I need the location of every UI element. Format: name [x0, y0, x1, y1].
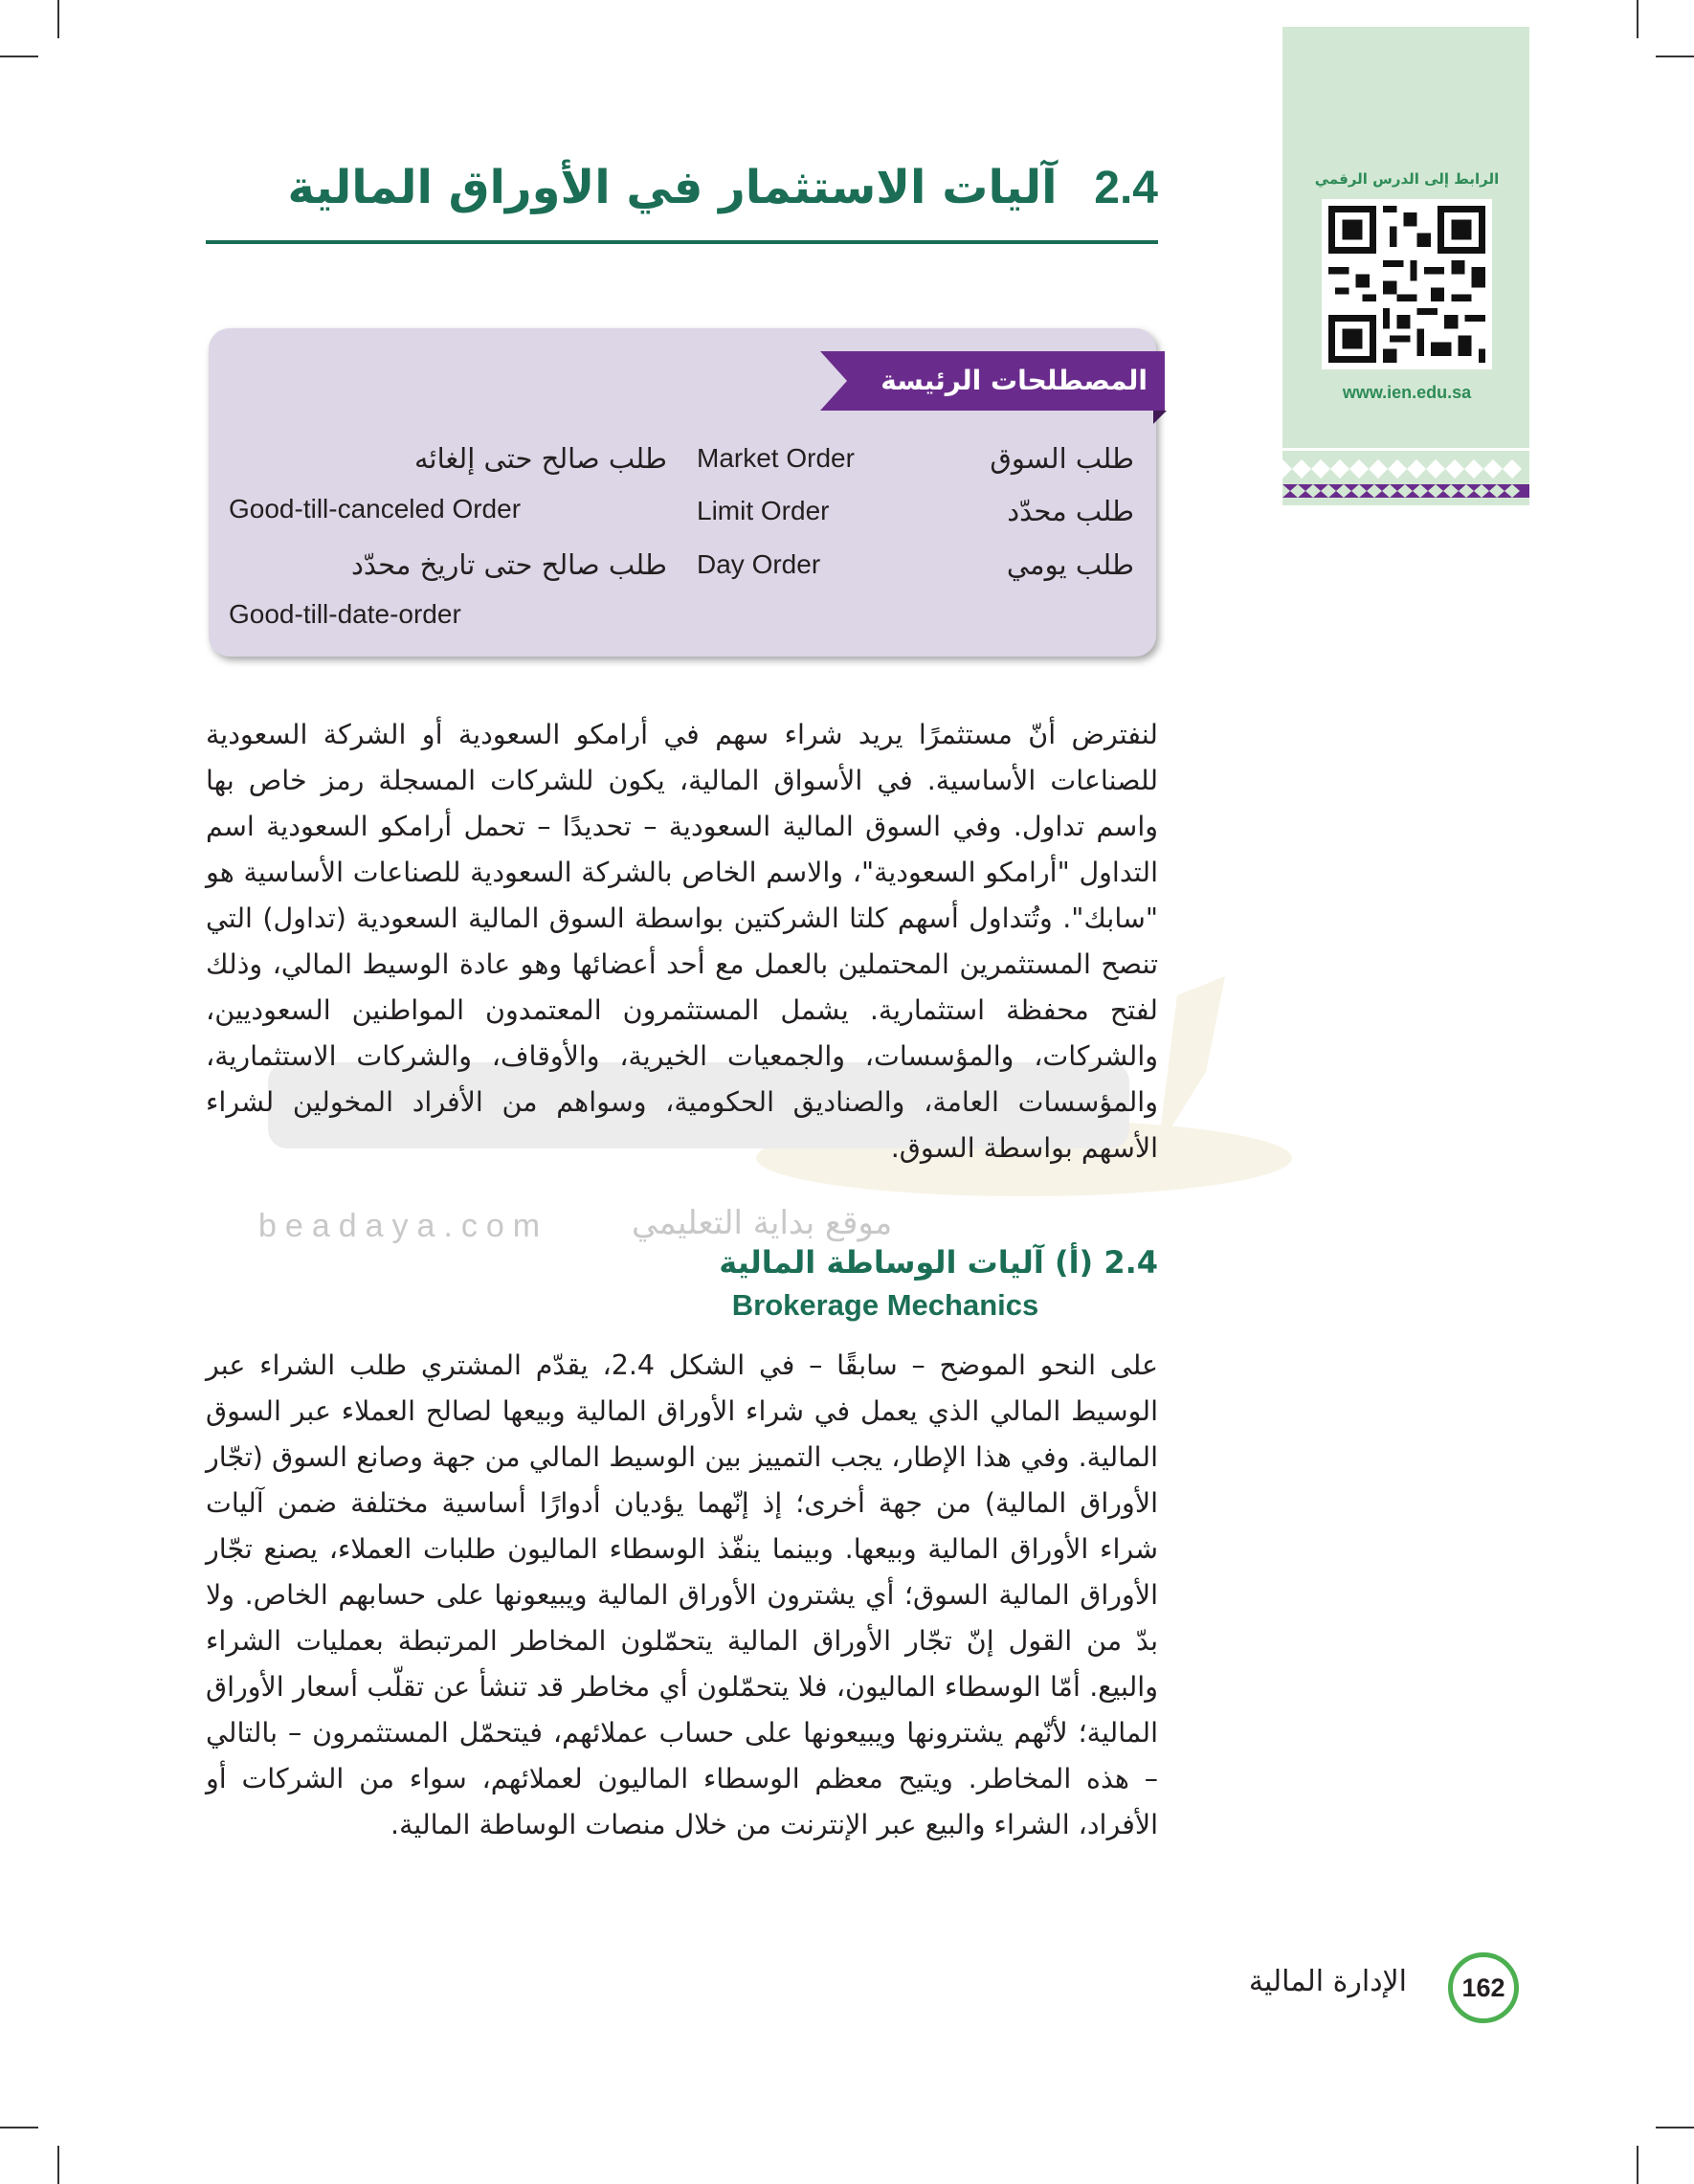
crop-mark	[0, 56, 38, 57]
subsection-heading	[206, 1244, 1158, 1281]
section-number: 2.4	[1094, 163, 1158, 213]
crop-mark	[57, 0, 59, 38]
term-ar: طلب صالح حتى تاريخ محدّد	[351, 548, 667, 581]
subsection-title-en: Brokerage Mechanics	[731, 1288, 1039, 1322]
key-terms-heading: المصطلحات الرئيسة	[847, 351, 1165, 411]
lesson-url-link[interactable]: www.ien.edu.sa	[1342, 383, 1472, 402]
decorative-band	[1282, 440, 1529, 498]
title-underline	[206, 240, 1158, 244]
watermark-url: beadaya.com	[258, 1208, 549, 1244]
brokerage-paragraph: على النحو الموضح – سابقًا – في الشكل 2.4، يقدّم المشتري طلب الشراء عبر الوسيط المالي الذي يعمل في شراء الأوراق المالية وبيعها لصالح العملاء عبر السوق المالية. وفي هذا الإطار، يجب التمييز بين الوسيط المالي من جهة وصانع السوق (تجّار الأوراق المالية) من جهة أخرى؛ إذ إنّهما يؤديان أدوارًا أساسية مختلفة ضمن آليات شراء الأوراق المالية وبيعها. وبينما ينفّذ الوسطاء الماليون طلبات العملاء، يصنع تجّار الأوراق المالية السوق؛ أي يشترون الأوراق المالية ويبيعونها على حسابهم الخاص. ولا بدّ من القول إنّ تجّار الأوراق المالية يتحمّلون المخاطر المرتبطة بعمليات الشراء والبيع. أمّا الوسطاء الماليون، فلا يتحمّلون أي مخاطر قد تنشأ عن تقلّب أسعار الأوراق المالية؛ لأنّهم يشترونها ويبيعونها على حساب عملائهم، فيتحمّل المستثمرون – بالتالي – هذه المخاطر. ويتيح معظم الوسطاء الماليون لعملائهم، سواء من الشركات أو الأفراد، الشراء والبيع عبر الإنترنت من خلال منصات الوساطة المالية.	[206, 1349, 1159, 1840]
crop-mark	[1637, 0, 1638, 38]
crop-mark	[0, 2127, 38, 2128]
term-ar: طلب صالح حتى إلغائه	[413, 442, 667, 475]
term-en: Market Order	[697, 443, 855, 473]
page-number: 162	[1448, 1952, 1519, 2023]
term-en: Good-till-date-order	[229, 599, 461, 629]
section-title: آليات الاستثمار في الأوراق المالية	[287, 161, 1058, 214]
term-ar: طلب محدّد	[1007, 495, 1134, 527]
page-title	[206, 161, 1158, 228]
term-ar: طلب السوق	[990, 442, 1134, 475]
crop-mark	[1656, 2127, 1694, 2128]
intro-paragraph: لنفترض أنّ مستثمرًا يريد شراء سهم في أرامكو السعودية أو الشركة السعودية للصناعات الأساسية. في الأسواق المالية، يكون للشركات المسجلة رمز خاص بها واسم تداول. وفي السوق المالية السعودية – تحديدًا – تحمل أرامكو السعودية اسم التداول "أرامكو السعودية"، والاسم الخاص بالشركة السعودية للصناعات الأساسية هو "سابك". وتُتداول أسهم كلتا الشركتين بواسطة السوق المالية السعودية (تداول) التي تنصح المستثمرين المحتملين بالعمل مع أحد أعضائها وهو عادة الوسيط المالي، وذلك لفتح محفظة استثمارية. يشمل المستثمرون المعتمدون المواطنين السعوديين، والشركات، والمؤسسات، والجمعيات الخيرية، والأوقاف، والشركات الاستثمارية، والمؤسسات العامة، والصناديق الحكومية، وسواهم من الأفراد المخولين لشراء الأسهم بواسطة السوق.	[206, 719, 1158, 1164]
crop-mark	[1656, 56, 1694, 57]
term-en: Good-till-canceled Order	[229, 494, 522, 524]
subsection-number: 2.4 (أ)	[1054, 1244, 1158, 1281]
crop-mark	[57, 2146, 59, 2184]
book-title: الإدارة المالية	[1248, 1965, 1407, 1998]
term-en: Day Order	[697, 549, 821, 579]
watermark-site-name: موقع بداية التعليمي	[632, 1204, 893, 1242]
qr-label: الرابط إلى الدرس الرقمي	[1314, 170, 1500, 188]
qr-code-icon[interactable]	[1322, 199, 1492, 369]
tab-fold	[1153, 411, 1167, 424]
crop-mark	[1637, 2146, 1638, 2184]
term-ar: طلب يومي	[1006, 548, 1134, 581]
subsection-title: آليات الوساطة المالية	[719, 1244, 1044, 1281]
term-en: Limit Order	[697, 496, 830, 525]
